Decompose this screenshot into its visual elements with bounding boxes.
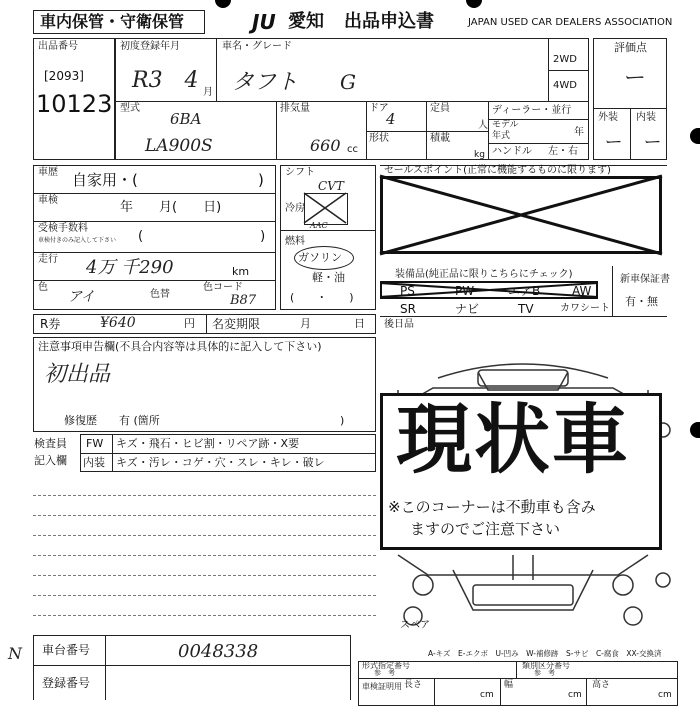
fuel-label: 燃料 bbox=[285, 236, 305, 247]
fuel-value: ガソリン bbox=[298, 251, 342, 264]
logo-text: 愛知 bbox=[288, 11, 324, 32]
first-reg-value: R3 4 bbox=[132, 68, 199, 93]
height-cm: cm bbox=[658, 690, 672, 700]
warranty-label: 新車保証書 bbox=[620, 274, 670, 285]
month-unit: 月 bbox=[203, 87, 213, 98]
equip-ps: PS bbox=[400, 284, 415, 298]
color-label: 色 bbox=[38, 282, 48, 293]
lot-number: 10123 bbox=[36, 90, 113, 118]
shape-label: 形状 bbox=[369, 133, 389, 144]
reg-number-label: 登録番号 bbox=[42, 676, 91, 690]
equip-navi: ナビ bbox=[455, 302, 480, 316]
sales-point-cross-mark bbox=[380, 176, 662, 254]
model-year-label2: 年式 bbox=[492, 131, 511, 141]
color-code-label: 色コード bbox=[203, 282, 243, 293]
equip-leather-seat: カワシート bbox=[560, 303, 610, 314]
load-label: 積載 bbox=[430, 133, 450, 144]
transfer-day: 日 bbox=[354, 317, 365, 330]
ju-logo: JU bbox=[252, 10, 276, 34]
interior-value: ー bbox=[642, 132, 660, 153]
equip-pw: PW bbox=[455, 284, 475, 298]
doors-label: ドア bbox=[369, 103, 389, 114]
color-code-value: B87 bbox=[230, 293, 257, 308]
equip-sr: SR bbox=[400, 302, 416, 316]
recv-label: 受検手数料 bbox=[38, 223, 88, 234]
fw-label: FW bbox=[86, 437, 104, 450]
interior-inspect-label: 内装 bbox=[83, 456, 105, 469]
history-label: 車歴 bbox=[38, 167, 58, 178]
assoc-name: JAPAN USED CAR DEALERS ASSOCIATION bbox=[468, 17, 673, 28]
color-value: アイ bbox=[68, 289, 95, 305]
inspection-value: 年 月( 日) bbox=[120, 200, 222, 215]
category-label: 類別区分番号 bbox=[522, 661, 570, 670]
exterior-value: ー bbox=[603, 132, 621, 153]
as-is-note-1: ※このコーナーは不動車も含み bbox=[388, 498, 596, 516]
drive-4wd: 4WD bbox=[553, 80, 577, 91]
model-label: 型式 bbox=[120, 103, 140, 114]
equip-tv: TV bbox=[518, 302, 534, 316]
history-value: 自家用・( bbox=[72, 171, 138, 189]
recv-paren: ( ) bbox=[138, 229, 266, 244]
spare-label: スペア bbox=[400, 620, 430, 631]
score-label: 評価点 bbox=[614, 41, 647, 54]
as-is-note-2: ますのでご注意下さい bbox=[410, 520, 561, 538]
car-name-value: タフト bbox=[232, 70, 299, 95]
width-label: 幅 bbox=[504, 680, 514, 690]
model-value-2: LA900S bbox=[145, 136, 213, 156]
repair-label: 修復歴 有 (箇所 bbox=[64, 414, 160, 427]
transfer-month: 月 bbox=[300, 317, 311, 330]
warranty-options: 有・無 bbox=[625, 295, 658, 308]
car-name-label: 車名・グレード bbox=[222, 41, 292, 52]
equipment-label: 装備品(純正品に限りこちらにチェック) bbox=[395, 269, 573, 280]
inspector-label-2: 記入欄 bbox=[34, 454, 67, 467]
tax-yen: 円 bbox=[184, 317, 195, 330]
height-label: 高さ bbox=[592, 680, 611, 690]
width-cm: cm bbox=[568, 690, 582, 700]
right-edge-hole-bottom bbox=[690, 422, 700, 438]
color-change-label: 色替 bbox=[150, 289, 170, 300]
as-is-title: 現状車 bbox=[396, 395, 630, 484]
chassis-label: 車台番号 bbox=[42, 643, 91, 657]
grade-value: G bbox=[340, 70, 356, 94]
recv-note: 車検付きのみ記入して下さい bbox=[38, 237, 117, 244]
capacity-unit: 人 bbox=[478, 120, 488, 131]
first-reg-label: 初度登録年月 bbox=[120, 41, 180, 52]
form-title: 出品申込書 bbox=[344, 11, 434, 32]
mileage-label: 走行 bbox=[38, 254, 58, 265]
score-value: ー bbox=[622, 66, 645, 91]
cooler-cross-mark bbox=[304, 193, 346, 223]
sales-point-label: セールスポイント(正常に機能するものに限ります) bbox=[384, 165, 611, 176]
storage-label: 車内保管・守衛保管 bbox=[40, 12, 185, 31]
doors-value: 4 bbox=[386, 110, 396, 128]
load-unit: kg bbox=[474, 150, 485, 160]
interior-label: 内装 bbox=[636, 112, 656, 123]
displacement-value: 660 bbox=[310, 136, 341, 155]
fuel-paren: ( ・ ) bbox=[290, 291, 354, 304]
handle-options: 左・右 bbox=[548, 146, 578, 157]
notes-value: 初出品 bbox=[44, 362, 111, 387]
length-label: 長さ bbox=[404, 680, 423, 690]
model-year-label: モデル bbox=[492, 120, 519, 130]
drive-2wd: 2WD bbox=[553, 54, 577, 65]
form-cert-label: 形式指定番号 bbox=[362, 661, 410, 670]
top-hole-right bbox=[466, 0, 482, 8]
lot-bracket: [2093] bbox=[44, 69, 84, 83]
transfer-label: 名変期限 bbox=[212, 317, 261, 331]
equip-airbag: エアB bbox=[508, 284, 541, 298]
chassis-value: 0048338 bbox=[178, 641, 259, 662]
form-cert-reference: 参 考 bbox=[374, 669, 395, 677]
tax-label: R券 bbox=[40, 317, 61, 331]
model-value-1: 6BA bbox=[170, 110, 202, 128]
lot-number-label: 出品番号 bbox=[38, 41, 78, 52]
shift-value: CVT bbox=[318, 179, 344, 193]
length-cm: cm bbox=[480, 690, 494, 700]
cooler-label: 冷房 bbox=[285, 203, 305, 214]
exterior-label: 外装 bbox=[598, 112, 618, 123]
displacement-label: 排気量 bbox=[280, 103, 310, 114]
tax-row bbox=[33, 314, 376, 334]
shift-label: シフト bbox=[285, 167, 315, 178]
fw-items: キズ・飛石・ヒビ割・リペア跡・X要 bbox=[116, 437, 300, 450]
cert-label: 車検証明用 bbox=[362, 682, 402, 691]
equip-aw: AW bbox=[572, 284, 592, 298]
inspection-label: 車検 bbox=[38, 195, 58, 206]
cooler-value: AAC bbox=[310, 221, 328, 230]
year-unit: 年 bbox=[574, 127, 584, 138]
capacity-label: 定員 bbox=[430, 103, 450, 114]
margin-mark: N bbox=[8, 644, 22, 663]
mileage-value: 4万 千290 bbox=[86, 257, 174, 278]
repair-close: ) bbox=[340, 414, 345, 427]
dealer-label: ディーラー・並行 bbox=[492, 105, 572, 116]
handle-label: ハンドル bbox=[492, 146, 532, 157]
cc-unit: cc bbox=[347, 144, 358, 155]
inspector-label-1: 検査員 bbox=[34, 437, 67, 450]
damage-legend: A-キズ E-エクボ U-凹み W-補修跡 S-サビ C-腐食 XX-交換済 bbox=[428, 649, 662, 658]
fuel-options: 軽・油 bbox=[312, 271, 345, 284]
top-hole-left bbox=[215, 0, 231, 8]
category-reference: 参 考 bbox=[534, 669, 555, 677]
later-items-label: 後日品 bbox=[384, 319, 414, 330]
history-close: ) bbox=[258, 171, 264, 189]
notes-label: 注意事項申告欄(不具合内容等は具体的に記入して下さい) bbox=[38, 340, 322, 353]
interior-items: キズ・汚レ・コゲ・穴・スレ・キレ・破レ bbox=[116, 456, 325, 469]
right-edge-hole-top bbox=[690, 128, 700, 144]
tax-value: ¥640 bbox=[100, 315, 136, 331]
km-unit: km bbox=[232, 265, 250, 278]
